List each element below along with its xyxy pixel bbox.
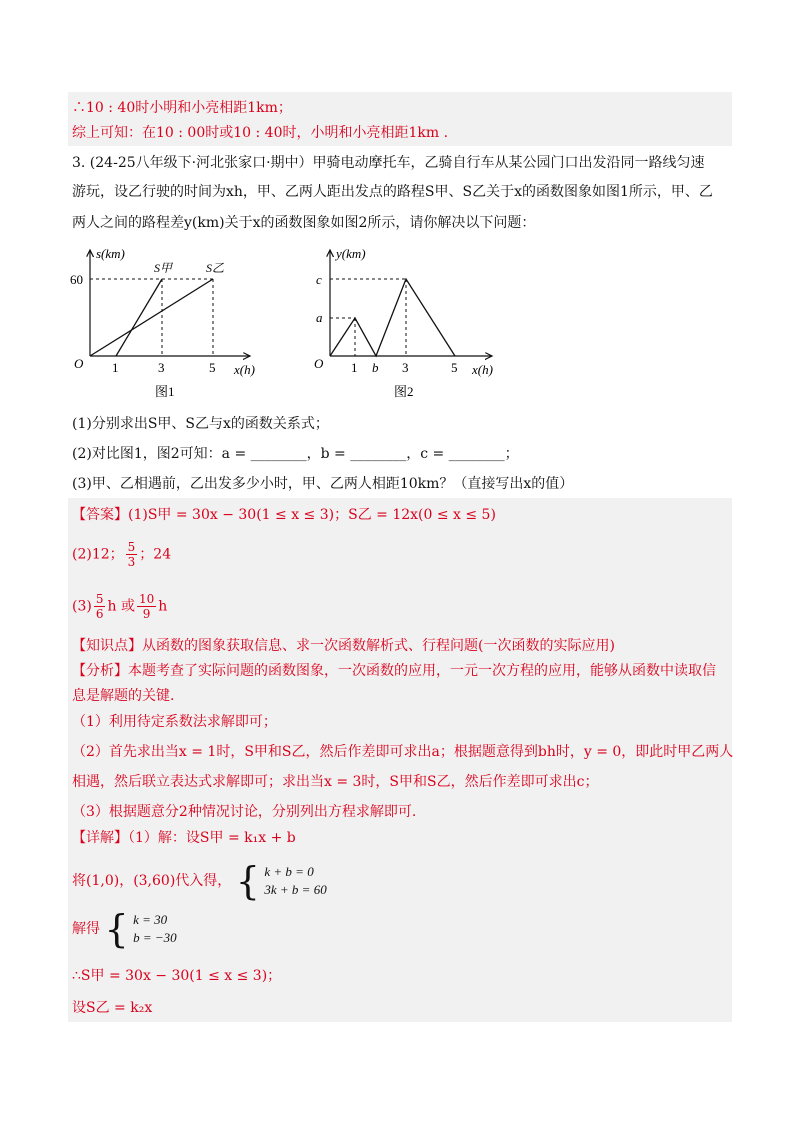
fig2-ytick-c: c xyxy=(316,272,322,287)
detail-line-5: 设S乙 = k₂x xyxy=(72,1000,153,1016)
fig2-ytick-a: a xyxy=(316,310,323,325)
fig1-line-yi xyxy=(90,279,213,356)
question-3: (3)甲、乙相遇前，乙出发多少小时，甲、乙两人相距10km？（直接写出x的值） xyxy=(72,476,574,492)
answer-line-3: (3) $\frac{5}{6}$ h 或 $\frac{10}{9}$ h xyxy=(72,592,168,621)
analysis-point-2b: 相遇，然后联立表达式求解即可；求出当x = 3时，S甲和S乙，然后作差即可求出c； xyxy=(72,774,599,790)
detail-line-2: 将(1,0)，(3,60)代入得， { k + b = 0 3k + b = 60 xyxy=(72,859,327,903)
fig2-ylabel: y(km) xyxy=(336,246,366,261)
fig1-label-yi: S乙 xyxy=(206,261,225,275)
problem-line-2: 游玩，设乙行驶的时间为xh，甲、乙两人距出发点的路程S甲、S乙关于x的函数图象如图1所示，甲、乙 xyxy=(72,184,713,200)
detail-line-4: ∴S甲 = 30x − 30(1 ≤ x ≤ 3)； xyxy=(72,968,282,984)
prev-line-2: 综上可知：在10 : 00时或10 : 40时，小明和小亮相距1km . xyxy=(72,125,449,141)
fig1-xtick-3: 3 xyxy=(158,360,165,375)
analysis-point-1: （1）利用待定系数法求解即可； xyxy=(72,714,277,730)
fig1-line-jia xyxy=(116,279,162,356)
answer-line-2: (2)12； $\frac{5}{3}$ ；24 xyxy=(72,540,172,569)
fraction-5-3: $\frac{5}{3}$ xyxy=(127,540,136,569)
fig2-origin: O xyxy=(314,356,324,371)
fig2-xtick-b: b xyxy=(372,360,379,375)
question-1: (1)分别求出S甲、S乙与x的函数关系式； xyxy=(72,416,329,432)
fig1-xlabel: x(h) xyxy=(234,362,255,377)
fig1-label-jia: S甲 xyxy=(154,261,173,275)
figure-1-graph xyxy=(70,242,290,402)
figure-2-graph xyxy=(310,242,530,402)
fig1-origin: O xyxy=(74,356,84,371)
problem-line-3: 两人之间的路程差y(km)关于x的函数图象如图2所示，请你解决以下问题： xyxy=(72,215,536,231)
fig1-xtick-5: 5 xyxy=(209,360,216,375)
analysis-point-2a: （2）首先求出当x = 1时，S甲和S乙，然后作差即可求出a；根据题意得到bh时，y = 0，即此时甲乙两人 xyxy=(72,744,734,760)
problem-line-1: 3. (24-25八年级下·河北张家口·期中）甲骑电动摩托车，乙骑自行车从某公园门口出发沿同一路线匀速 xyxy=(72,155,705,171)
detail-line-1: 【详解】（1）解：设S甲 = k₁x + b xyxy=(72,830,296,846)
fig1-ylabel: s(km) xyxy=(96,246,125,261)
analysis-point-3: （3）根据题意分2种情况讨论，分别列出方程求解即可. xyxy=(72,804,417,820)
fig2-xtick-5: 5 xyxy=(451,360,458,375)
answer-line-1 xyxy=(72,505,496,525)
knowledge-line: 【知识点】从函数的图象获取信息、求一次函数解析式、行程问题(一次函数的实际应用) xyxy=(72,638,615,654)
fig2-caption: 图2 xyxy=(394,384,414,399)
fig2-xtick-1: 1 xyxy=(351,360,358,375)
fig1-caption: 图1 xyxy=(155,384,175,399)
answer-tag: 【答案】 xyxy=(72,507,128,523)
fig2-xtick-3: 3 xyxy=(402,360,409,375)
analysis-line-1: 【分析】本题考查了实际问题的函数图象，一次函数的应用，一元一次方程的应用，能够从函数中读取信 xyxy=(72,663,716,679)
question-2: (2)对比图1，图2可知：a = ________，b = ________，c = ________； xyxy=(72,446,519,462)
analysis-line-2: 息是解题的关键. xyxy=(72,688,175,704)
answer-1: (1)S甲 = 30x − 30(1 ≤ x ≤ 3)；S乙 = 12x(0 ≤ x ≤ 5) xyxy=(128,507,496,523)
fig1-ytick: 60 xyxy=(70,272,83,287)
prev-line-1: ∴10 : 40时小明和小亮相距1km； xyxy=(72,100,292,116)
fig2-xlabel: x(h) xyxy=(472,362,493,377)
fig1-xtick-1: 1 xyxy=(112,360,119,375)
detail-line-3: 解得 { k = 30 b = −30 xyxy=(72,907,177,951)
